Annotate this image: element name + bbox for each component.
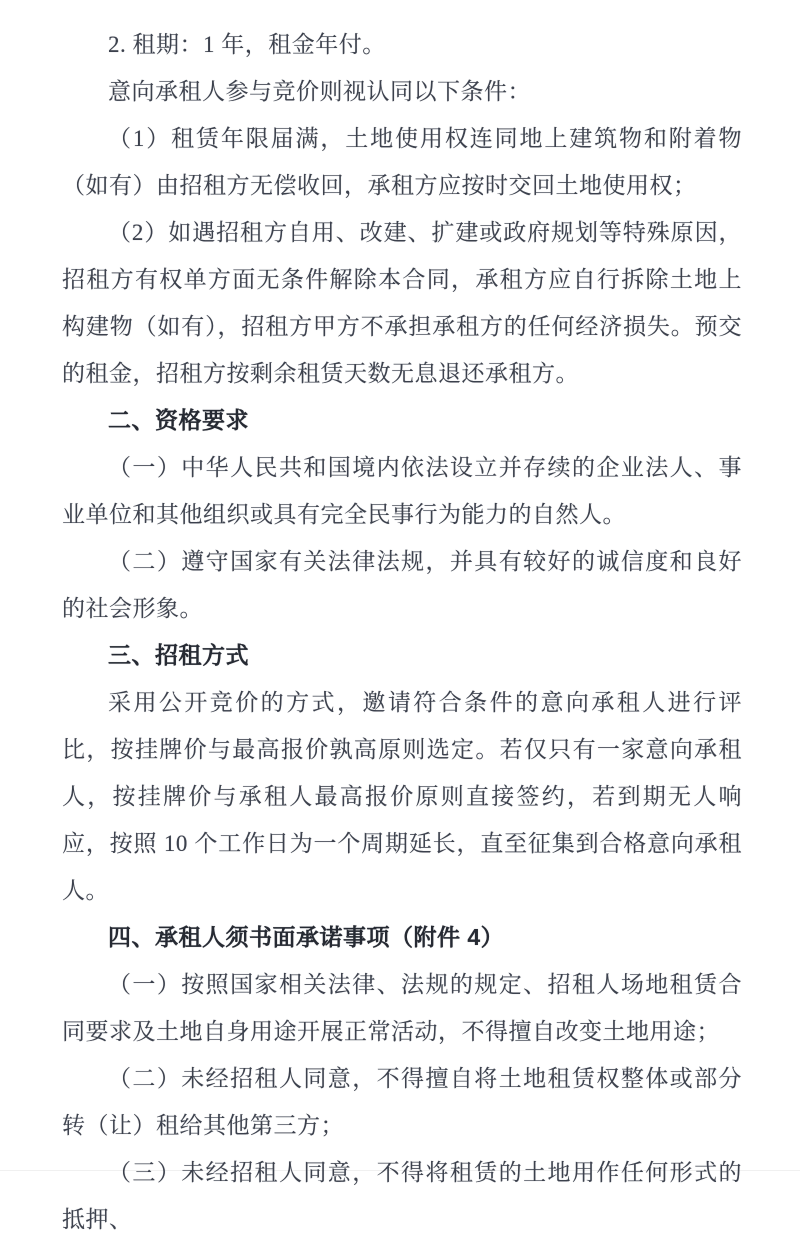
- heading-section-2-qualification-requirements: 二、资格要求: [108, 407, 249, 433]
- heading-section-4-written-commitments: 四、承租人须书面承诺事项（附件 4）: [108, 924, 505, 950]
- paragraph-condition-1: （1）租赁年限届满，土地使用权连同地上建筑物和附着物（如有）由招租方无偿收回，承租方应按时交回土地使用权；: [62, 126, 742, 198]
- paragraph-commitment-3-truncated: （三）未经招租人同意，不得将租赁的土地用作任何形式的抵押、: [62, 1160, 742, 1232]
- paragraph-commitment-1: （一）按照国家相关法律、法规的规定、招租人场地租赁合同要求及土地自身用途开展正常活动，不得擅自改变土地用途；: [62, 972, 742, 1044]
- paragraph-qualification-2: （二）遵守国家有关法律法规，并具有较好的诚信度和良好的社会形象。: [62, 549, 742, 621]
- paragraph-qualification-1: （一）中华人民共和国境内依法设立并存续的企业法人、事业单位和其他组织或具有完全民事行为能力的自然人。: [62, 455, 742, 527]
- paragraph-leasing-method-detail: 采用公开竞价的方式，邀请符合条件的意向承租人进行评比，按挂牌价与最高报价孰高原则选定。若仅只有一家意向承租人，按挂牌价与承租人最高报价原则直接签约，若到期无人响应，按照 10 个工作日为一个周期延长，直至征集到合格意向承租人。: [62, 690, 742, 903]
- heading-section-3-leasing-method: 三、招租方式: [108, 642, 249, 668]
- paragraph-bid-conditions-intro: 意向承租人参与竞价则视认同以下条件：: [108, 79, 531, 104]
- document-body: [62, 21, 742, 1243]
- paragraph-commitment-2: （二）未经招租人同意，不得擅自将土地租赁权整体或部分转（让）租给其他第三方；: [62, 1066, 742, 1138]
- paragraph-lease-term: 2. 租期：1 年，租金年付。: [108, 32, 386, 57]
- paragraph-condition-2: （2）如遇招租方自用、改建、扩建或政府规划等特殊原因，招租方有权单方面无条件解除本合同，承租方应自行拆除土地上构建物（如有），招租方甲方不承担承租方的任何经济损失。预交的租金，招租方按剩余租赁天数无息退还承租方。: [62, 220, 742, 386]
